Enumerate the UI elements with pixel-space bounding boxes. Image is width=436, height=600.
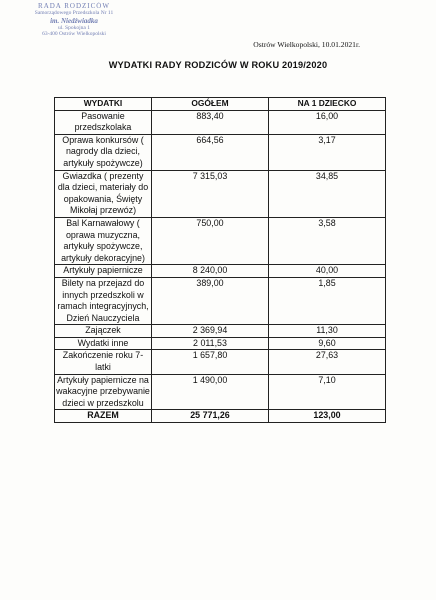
expense-name: Gwiazdka ( prezenty dla dzieci, materiały do opakowania, Święty Mikołaj przewóz) — [55, 170, 152, 217]
table-row — [55, 374, 386, 410]
expense-per-child: 3,17 — [269, 134, 386, 170]
column-header-per-child: NA 1 DZIECKO — [269, 98, 386, 111]
column-header-total: OGÓŁEM — [152, 98, 269, 111]
expense-per-child: 40,00 — [269, 265, 386, 278]
table-row — [55, 325, 386, 338]
place-and-date: Ostrów Wielkopolski, 10.01.2021r. — [253, 40, 360, 49]
expense-name: Wydatki inne — [55, 337, 152, 350]
expense-per-child: 3,58 — [269, 217, 386, 264]
expense-total: 883,40 — [152, 110, 269, 134]
expense-total: 1 657,80 — [152, 350, 269, 374]
table-row — [55, 265, 386, 278]
expense-per-child: 1,85 — [269, 277, 386, 324]
total-row — [55, 410, 386, 423]
expense-total: 2 369,94 — [152, 325, 269, 338]
stamp-line: 63-400 Ostrów Wielkopolski — [42, 31, 106, 38]
stamp-line: Samorządowego Przedszkola Nr 11 — [34, 10, 114, 16]
grand-total: 25 771,26 — [152, 410, 269, 423]
expenses-table — [54, 97, 386, 423]
expense-per-child: 16,00 — [269, 110, 386, 134]
stamp-line: RADA RODZICÓW — [38, 2, 110, 10]
table-row — [55, 350, 386, 374]
expense-name: Pasowanie przedszkolaka — [55, 110, 152, 134]
expense-per-child: 34,85 — [269, 170, 386, 217]
expense-name: Zakończenie roku 7-latki — [55, 350, 152, 374]
table-row — [55, 337, 386, 350]
expense-total: 2 011,53 — [152, 337, 269, 350]
expense-total: 664,56 — [152, 134, 269, 170]
expense-total: 750,00 — [152, 217, 269, 264]
expense-name: Artykuły papiernicze na wakacyjne przebywanie dzieci w przedszkolu — [55, 374, 152, 410]
stamp-line: im. Niedźwiadka — [50, 16, 98, 25]
expense-name: Zajączek — [55, 325, 152, 338]
expense-total: 7 315,03 — [152, 170, 269, 217]
document-title: WYDATKI RADY RODZICÓW W ROKU 2019/2020 — [108, 60, 328, 70]
table-row — [55, 217, 386, 264]
expense-name: Bilety na przejazd do innych przedszkoli w ramach integracyjnych, Dzień Nauczyciela — [55, 277, 152, 324]
stamp-line: ul. Spokojna 1 — [58, 24, 90, 31]
table-row — [55, 110, 386, 134]
expense-name: Bal Karnawałowy ( oprawa muzyczna, artykuły spożywcze, artykuły dekoracyjne) — [55, 217, 152, 264]
expense-name: Oprawa konkursów ( nagrody dla dzieci, artykuły spożywcze) — [55, 134, 152, 170]
total-per-child: 123,00 — [269, 410, 386, 423]
expense-per-child: 7,10 — [269, 374, 386, 410]
table-header-row — [55, 98, 386, 111]
expense-per-child: 11,30 — [269, 325, 386, 338]
expense-total: 389,00 — [152, 277, 269, 324]
expense-per-child: 9,60 — [269, 337, 386, 350]
column-header-expenses: WYDATKI — [55, 98, 152, 111]
table-row — [55, 134, 386, 170]
table-row — [55, 277, 386, 324]
table-row — [55, 170, 386, 217]
expense-name: Artykuły papiernicze — [55, 265, 152, 278]
council-stamp — [20, 2, 128, 46]
expense-per-child: 27,63 — [269, 350, 386, 374]
total-label: RAZEM — [55, 410, 152, 423]
expense-total: 8 240,00 — [152, 265, 269, 278]
expense-total: 1 490,00 — [152, 374, 269, 410]
